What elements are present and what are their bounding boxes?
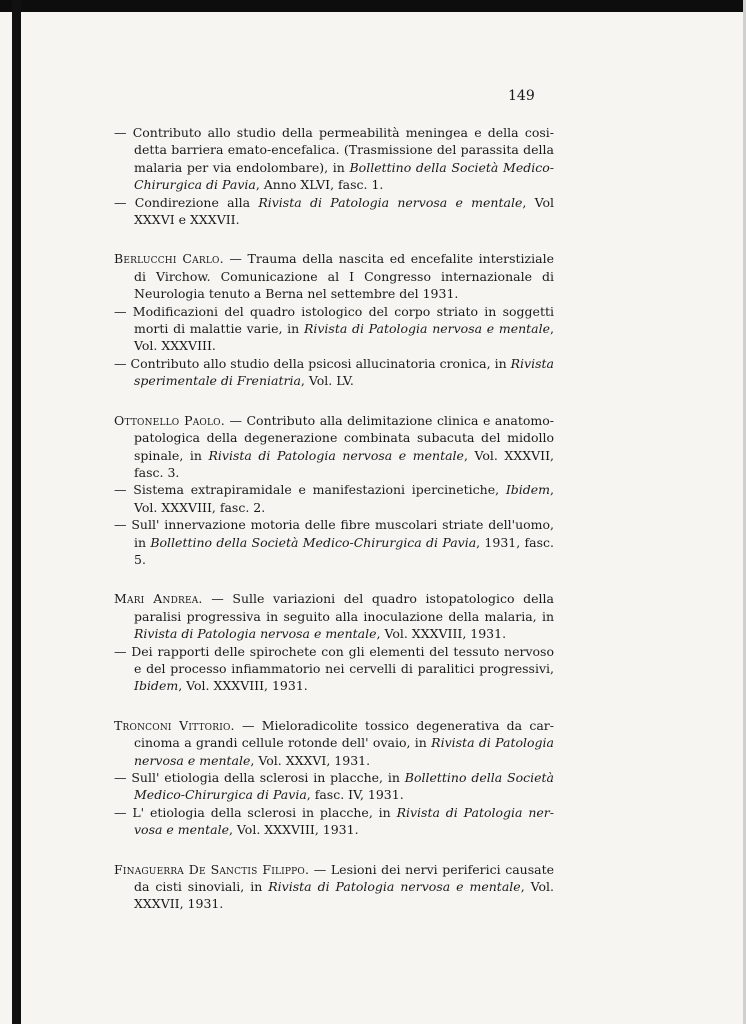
journal-title: Bollettino della Società Medico-Chirurgica di Pavia	[134, 159, 554, 193]
entry-first-item	[114, 590, 554, 642]
entry-item	[114, 516, 554, 568]
citation-text: — Contributo allo studio della psicosi allucinatoria cronica, in	[114, 355, 511, 371]
author-name: Mari Andrea.	[114, 591, 203, 607]
author-name: Ottonello Paolo.	[114, 412, 225, 428]
entry-first-item	[114, 250, 554, 302]
entry-first-item	[114, 861, 554, 913]
journal-title: Bollettino della Società Medico-Chirurgica di Pavia	[150, 534, 477, 550]
entry-item	[114, 481, 554, 516]
journal-title: Rivista di Patologia nervosa e mentale	[268, 879, 521, 895]
citation-text: , Vol. XXXVIII, 1931.	[228, 822, 359, 838]
entry-item	[114, 769, 554, 804]
citation-text: — Trauma della nascita ed encefalite interstiziale di Virchow. Comunicazione al I Congresso internazionale di Neurologia tenuto a Berna nel settembre del 1931.	[134, 251, 554, 302]
journal-title: Rivista di Patologia nervosa e mentale	[134, 735, 554, 768]
citation-text: , 1931, fasc. 5.	[134, 534, 554, 567]
citation-text: , Vol XXXVI e XXXVII.	[134, 194, 554, 228]
journal-title: Rivista sperimentale di Freniatria	[134, 355, 554, 389]
citation-text: — Sulle variazioni del quadro istopatologico della paralisi progressiva in seguito alla inoculazione della malaria, in	[134, 591, 554, 624]
journal-title: Rivista di Patologia nervosa e mentale	[258, 194, 523, 210]
citation-text: — Dei rapporti delle spirochete con gli elementi del tessuto nervoso e del processo infiammatorio nei cervelli di paralitici progressivi,	[114, 643, 554, 676]
citation-text: , fasc. IV, 1931.	[306, 787, 404, 803]
scan-left-border	[12, 0, 21, 1024]
citation-text: , Vol. XXXVIII, fasc. 2.	[134, 482, 554, 515]
bibliography-entry	[114, 861, 554, 913]
entry-item	[114, 643, 554, 695]
author-name: Tronconi Vittorio.	[114, 717, 235, 733]
entry-first-item	[114, 412, 554, 482]
citation-text: — Lesioni dei nervi periferici causate da cisti sinoviali, in	[134, 861, 554, 895]
journal-title: Rivista di Patologia nervosa e mentale	[303, 321, 551, 337]
citation-text: — Mieloradicolite tossico degenerativa da carcinoma a grandi cellule rotonde dell' ovaio, in	[134, 717, 555, 751]
journal-title: Rivista di Patologia nervosa e mentale	[208, 447, 464, 463]
citation-text: , Vol. LV.	[300, 373, 354, 389]
citation-text: , Anno XLVI, fasc. 1.	[255, 177, 384, 193]
entry-item	[114, 194, 554, 229]
page-number: 149	[508, 88, 535, 104]
citation-text: — Sull' innervazione motoria delle fibre muscolari striate dell'uomo, in	[114, 517, 554, 550]
entry-item	[114, 303, 554, 355]
citation-text: — Sull' etiologia della sclerosi in placche, in	[114, 770, 405, 785]
bibliography-entry	[114, 250, 554, 389]
citation-text: , Vol. XXXVII, fasc. 3.	[134, 447, 554, 480]
journal-title: Rivista di Patologia nervosa e mentale	[134, 804, 554, 838]
citation-text: — Sistema extrapiramidale e manifestazioni ipercinetiche,	[114, 482, 506, 498]
journal-title: Bollettino della Società Medico-Chirurgica di Pavia	[134, 770, 555, 803]
journal-title: Rivista di Patologia nervosa e mentale	[134, 626, 377, 642]
author-name: Berlucchi Carlo.	[114, 251, 224, 267]
entry-first-item	[114, 717, 554, 769]
citation-text: — Modificazioni del quadro istologico del corpo striato in soggetti morti di malattie varie, in	[114, 303, 554, 337]
bibliography-text	[114, 124, 554, 913]
entry-item	[114, 804, 554, 839]
journal-title: Ibidem	[505, 482, 551, 498]
scan-top-border	[0, 0, 746, 12]
entry-item	[114, 355, 554, 390]
citation-text: — L' etiologia della sclerosi in placche, in	[114, 804, 397, 820]
citation-text: , Vol. XXXVI, 1931.	[250, 752, 371, 768]
citation-text: , Vol. XXXVIII, 1931.	[178, 678, 308, 694]
bibliography-entry	[114, 590, 554, 694]
bibliography-entry	[114, 412, 554, 569]
bibliography-entry	[114, 717, 554, 839]
entry-item	[114, 124, 554, 194]
author-name: Finaguerra De Sanctis Filippo.	[114, 861, 310, 877]
citation-text: , Vol. XXXVIII.	[134, 321, 554, 354]
citation-text: , Vol. XXXVII, 1931.	[134, 879, 554, 912]
bibliography-entry	[114, 124, 554, 228]
citation-text: , Vol. XXXVIII, 1931.	[376, 626, 507, 642]
journal-title: Ibidem	[134, 678, 179, 694]
citation-text: — Contributo allo studio della permeabilità meningea e della cosidetta barriera emato-encefalica. (Trasmissione del parassita della malaria per via endolombare), in	[114, 125, 554, 175]
citation-text: — Condirezione alla	[114, 194, 259, 210]
citation-text: — Contributo alla delimitazione clinica e anatomo-patologica della degenerazione combinata subacuta del midollo spinale, in	[134, 412, 554, 463]
